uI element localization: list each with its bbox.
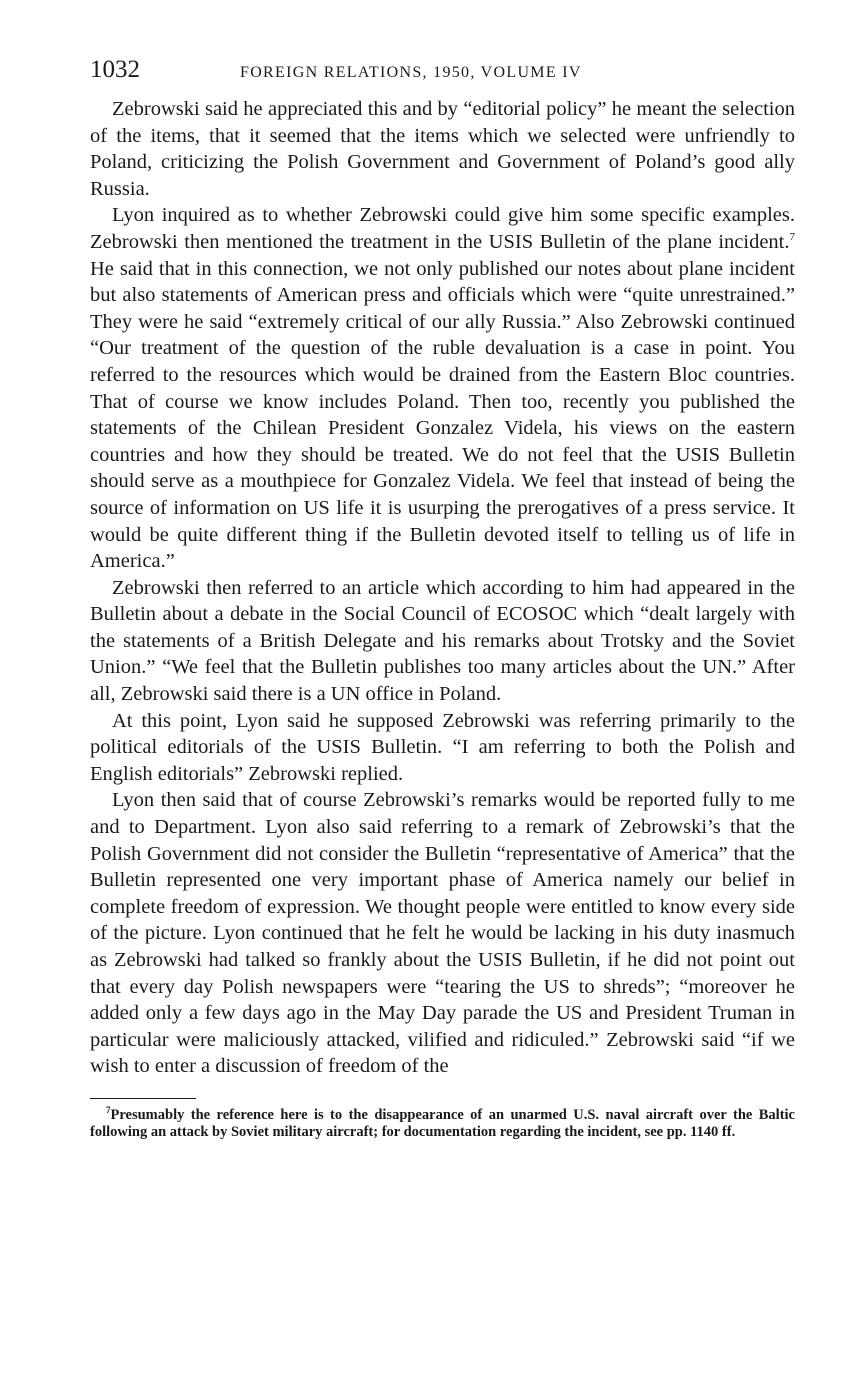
footnote-divider [90, 1098, 196, 1099]
running-head: FOREIGN RELATIONS, 1950, VOLUME IV [240, 64, 582, 81]
paragraph-3 [90, 575, 795, 708]
paragraph-4-text: At this point, Lyon said he supposed Zebrowski was referring primarily to the political editorials of the USIS Bulletin. “I am referring to both the Polish and English editorials” Zebrowski replied. [90, 709, 795, 785]
paragraph-2 [90, 202, 795, 574]
paragraph-2-text-after-note: He said that in this connection, we not only published our notes about plane incident but also statements of American press and officials which were “quite unrestrained.” They were he said “extremely critical of our ally Russia.” Also Zebrowski continued “Our treatment of the question of the ruble devaluation is a case in point. You referred to the resources which would be drained from the Eastern Bloc countries. That of course we know includes Poland. Then too, recently you published the statements of the Chilean President Gonzalez Videla, his views on the eastern countries and how they should be treated. We do not feel that the USIS Bulletin should serve as a mouthpiece for Gonzalez Videla. We feel that instead of being the source of information on US life it is usurping the prerogatives of a press service. It would be quite different thing if the Bulletin devoted itself to telling us of life in America.” [90, 257, 795, 573]
paragraph-1-text: Zebrowski said he appreciated this and by “editorial policy” he meant the selection of the items, that it seemed that the items which we selected were unfriendly to Poland, criticizing the Polish Government and Government of Poland’s good ally Russia. [90, 98, 795, 200]
paragraph-4 [90, 708, 795, 788]
paragraph-3-text: Zebrowski then referred to an article which according to him had appeared in the Bulletin about a debate in the Social Council of ECOSOC which “dealt largely with the statements of a British Delegate and his remarks about Trotsky and the Soviet Union.” “We feel that the Bulletin publishes too many articles about the UN.” After all, Zebrowski said there is a UN office in Poland. [90, 576, 795, 706]
footnote-marker: 7 [106, 1105, 111, 1116]
footnote-7 [90, 1107, 795, 1141]
paragraph-5 [90, 787, 795, 1080]
page-header [90, 52, 795, 96]
paragraph-2-text-before-note: Lyon inquired as to whether Zebrowski could give him some specific examples. Zebrowski then mentioned the treatment in the USIS Bulletin of the plane incident. [90, 204, 795, 253]
paragraph-5-text: Lyon then said that of course Zebrowski’s remarks would be reported fully to me and to Department. Lyon also said referring to a remark of Zebrowski’s that the Polish Government did not consider the Bulletin “representative of America” that the Bulletin represented one very important phase of America namely our belief in complete freedom of expression. We thought people were entitled to know every side of the picture. Lyon continued that he felt he would be lacking in his duty inasmuch as Zebrowski had talked so frankly about the USIS Bulletin, if he did not point out that every day Polish newspapers were “tearing the US to shreds”; “moreover he added only a few days ago in the May Day parade the US and President Truman in particular were maliciously attacked, vilified and ridiculed.” Zebrowski said “if we wish to enter a discussion of freedom of the [90, 789, 795, 1078]
body-text [90, 96, 795, 1080]
page-number: 1032 [90, 56, 140, 83]
paragraph-1 [90, 96, 795, 202]
document-page [90, 52, 795, 1141]
footnote-reference-7[interactable]: 7 [789, 231, 795, 244]
footnote-text: Presumably the reference here is to the disappearance of an unarmed U.S. naval aircraft over the Baltic following an attack by Soviet military aircraft; for documentation regarding the incident, see pp. 1140 ff. [90, 1106, 795, 1140]
footnote [90, 1107, 795, 1141]
